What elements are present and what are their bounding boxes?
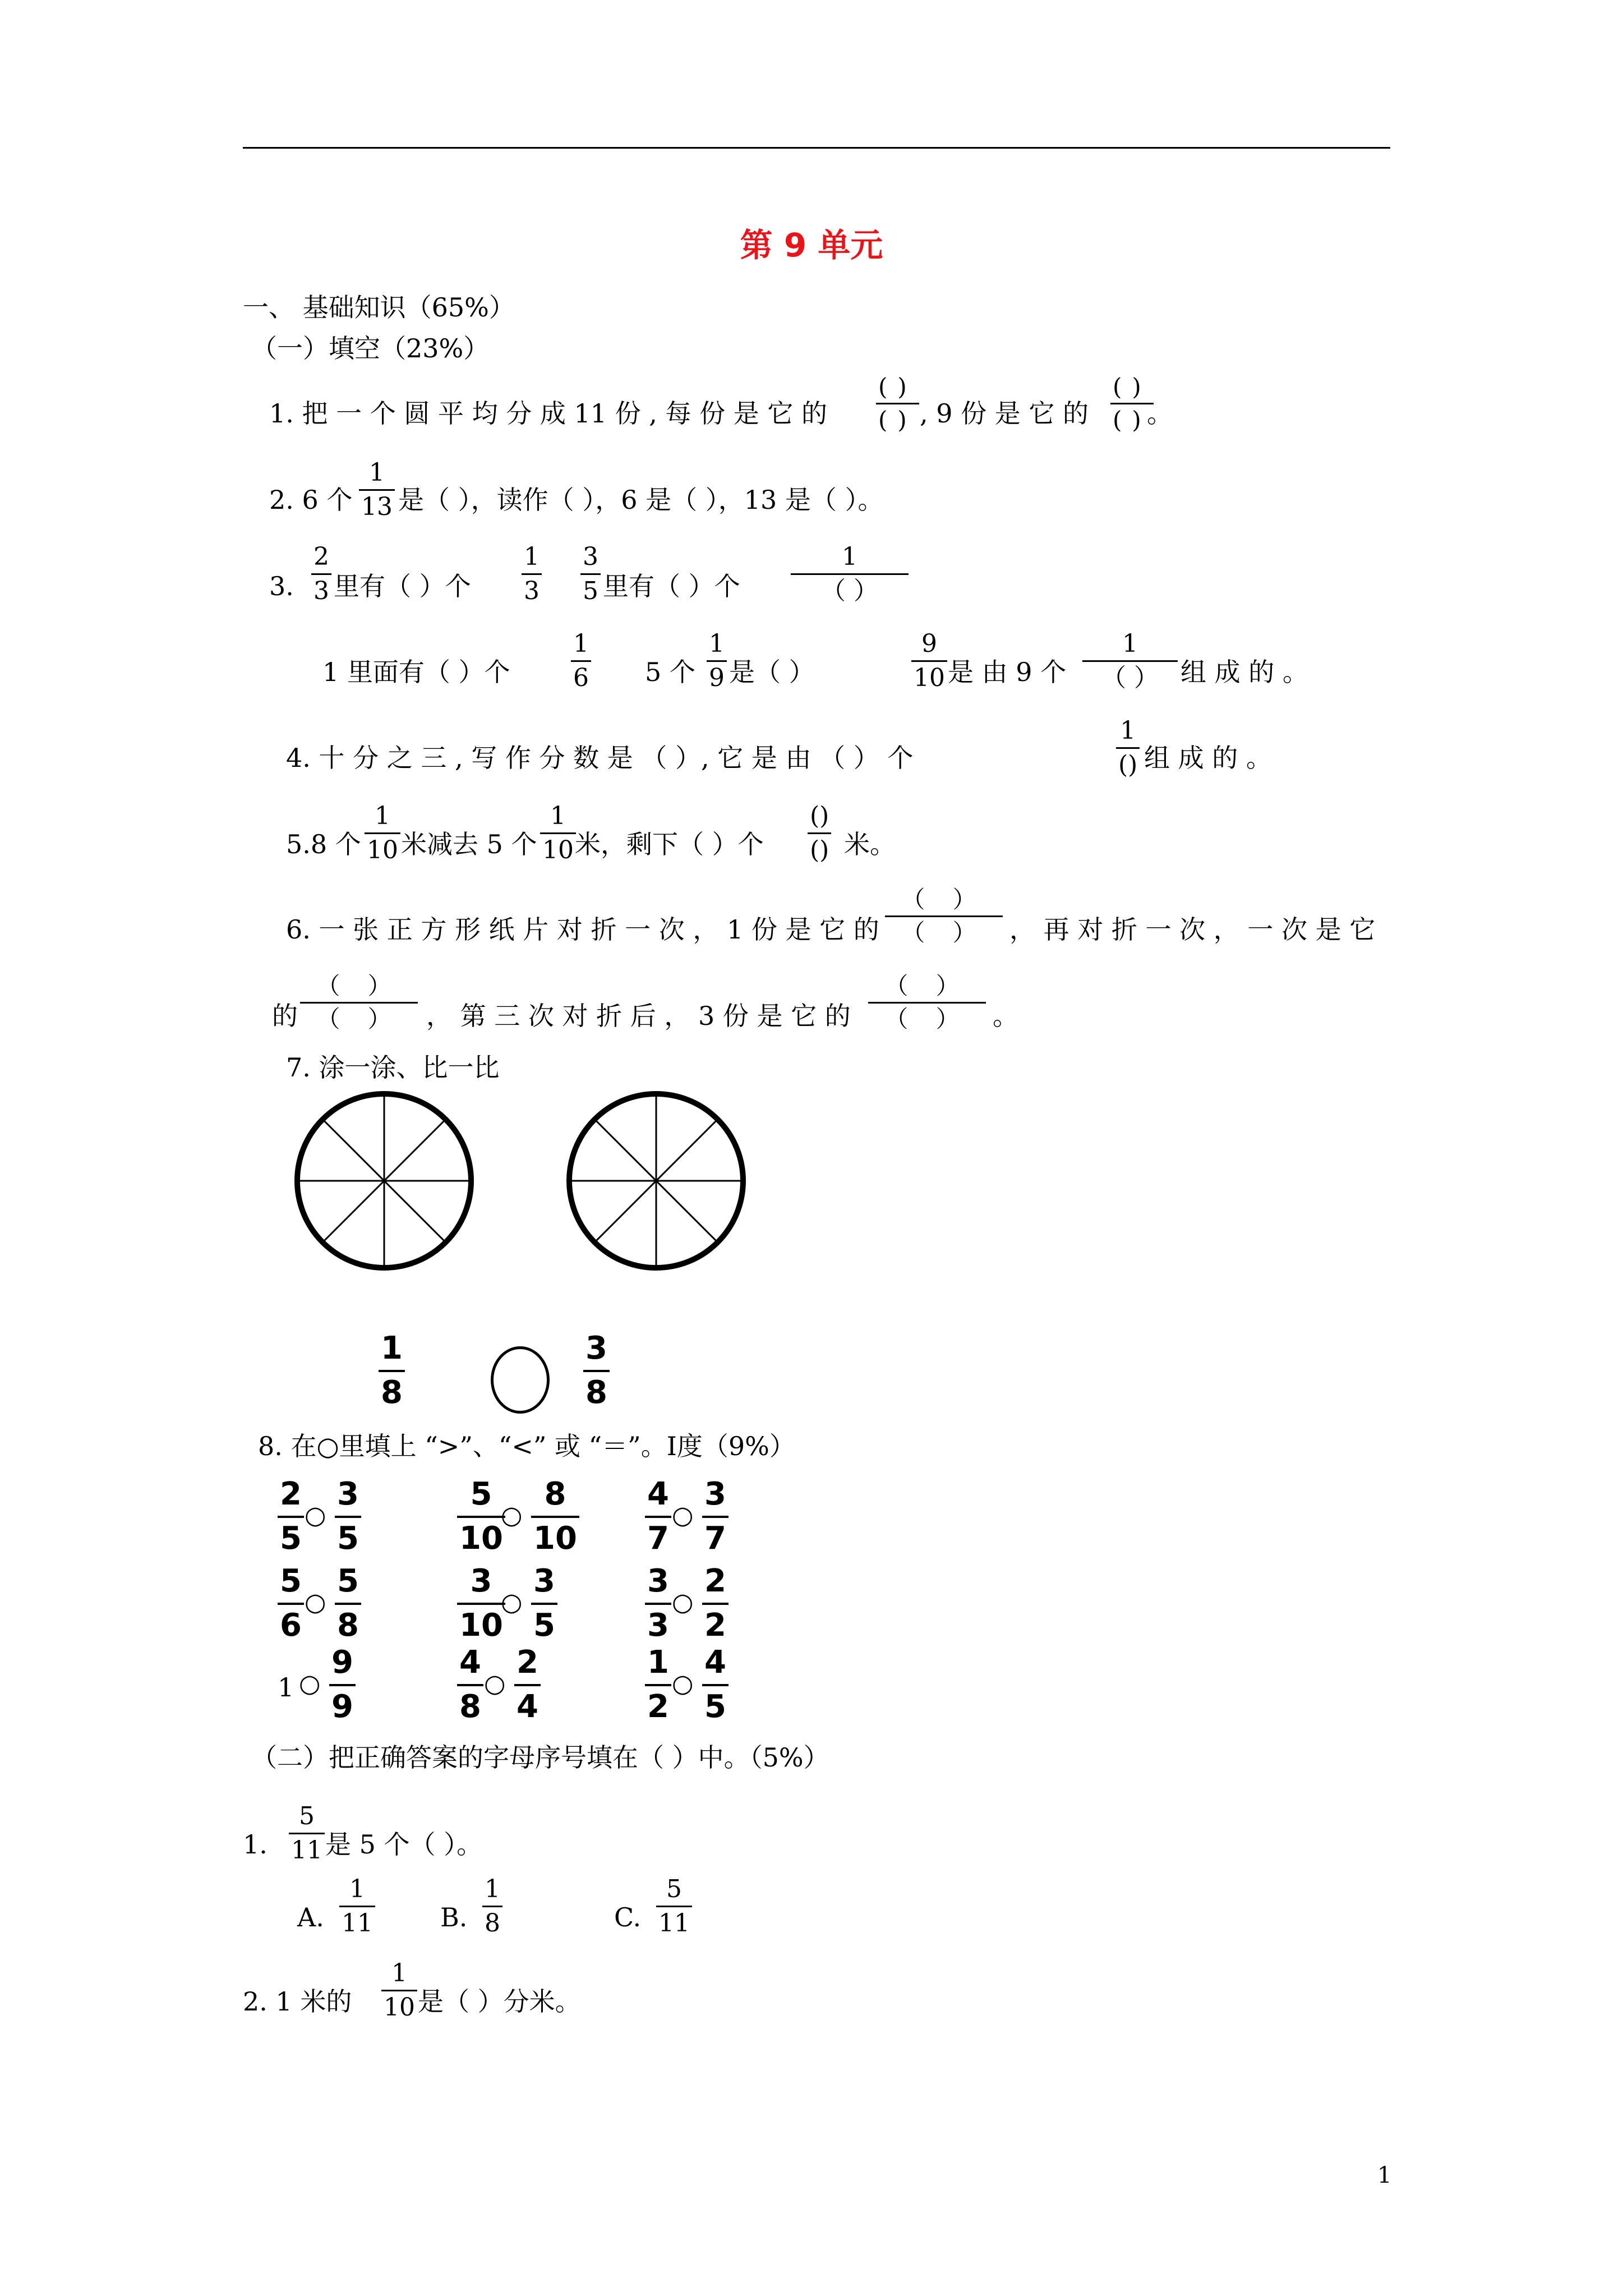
q8-compare-circle[interactable]: ○ bbox=[501, 1501, 523, 1530]
page-title: 第 9 单元 bbox=[740, 226, 883, 264]
subsection2-heading: （二）把正确答案的字母序号填在（ ）中。（5%） bbox=[251, 1742, 829, 1773]
q8-compare-circle[interactable]: ○ bbox=[501, 1588, 523, 1617]
q8-compare-circle[interactable]: ○ bbox=[305, 1588, 326, 1617]
q8-fraction-right: 2 4 bbox=[514, 1646, 541, 1724]
q8-fraction-left: 2 5 bbox=[278, 1478, 304, 1556]
q3-line2-text-3: 是（ ） bbox=[729, 657, 815, 687]
q5-fraction-2: 1 10 bbox=[540, 803, 576, 863]
q8-value-left: 1 bbox=[278, 1672, 294, 1703]
mc1-fraction: 5 11 bbox=[289, 1803, 325, 1864]
mc1-option-c-fraction: 5 11 bbox=[656, 1876, 692, 1936]
q8-compare-circle[interactable]: ○ bbox=[672, 1588, 694, 1617]
q8-fraction-left: 5 10 bbox=[457, 1478, 505, 1556]
q2-text-b: 是（ ），读作（ ），6 是（ ），13 是（ ）。 bbox=[398, 485, 884, 515]
q8-compare-circle[interactable]: ○ bbox=[484, 1669, 506, 1698]
mc1-option-a-fraction: 1 11 bbox=[339, 1876, 375, 1936]
header-rule bbox=[243, 147, 1390, 149]
q6-fraction-3: （ ） （ ） bbox=[868, 974, 986, 1032]
mc1-option-b-fraction: 1 8 bbox=[482, 1876, 502, 1936]
q8-fraction-right: 3 7 bbox=[702, 1478, 728, 1556]
q5-fraction-1: 1 10 bbox=[365, 803, 400, 863]
q8-fraction-right: 9 9 bbox=[329, 1646, 356, 1724]
q5-fraction-3: () () bbox=[808, 803, 831, 863]
q3-label: 3. bbox=[269, 571, 294, 601]
q7-fraction-right: 3 8 bbox=[583, 1332, 610, 1410]
q4-text-b: 组 成 的 。 bbox=[1144, 743, 1272, 773]
circle-diagram-left bbox=[289, 1085, 479, 1276]
q8-fraction-right: 5 8 bbox=[335, 1565, 361, 1642]
q8-fraction-right: 4 5 bbox=[702, 1646, 728, 1724]
q8-fraction-right: 3 5 bbox=[335, 1478, 361, 1556]
q3-line2-text-5: 组 成 的 。 bbox=[1181, 657, 1308, 687]
q3-fraction-3: 3 5 bbox=[580, 544, 601, 604]
q8-fraction-left: 3 3 bbox=[645, 1565, 671, 1642]
section-heading: 一、 基础知识（65%） bbox=[243, 292, 515, 323]
q6-text-2c: 。 bbox=[993, 1001, 1018, 1031]
q5-text-d: 米。 bbox=[844, 829, 896, 859]
q8-fraction-left: 4 8 bbox=[457, 1646, 483, 1724]
q3-text-1: 里有（ ）个 bbox=[334, 571, 471, 601]
q8-fraction-right: 3 5 bbox=[531, 1565, 557, 1642]
circle-diagram-right bbox=[561, 1085, 751, 1276]
q1-text: 1. 把 一 个 圆 平 均 分 成 11 份 , 每 份 是 它 的 bbox=[269, 398, 827, 429]
mc1-label: 1. bbox=[243, 1829, 268, 1860]
q5-text-b: 米减去 5 个 bbox=[401, 829, 537, 859]
q7-fraction-left: 1 8 bbox=[379, 1332, 405, 1410]
q7-text: 7. 涂一涂、比一比 bbox=[286, 1052, 500, 1083]
q1-end: 。 bbox=[1147, 398, 1173, 429]
q1-text-b: , 9 份 是 它 的 bbox=[920, 398, 1089, 429]
q4-fraction: 1 () bbox=[1116, 718, 1140, 778]
q8-fraction-left: 4 7 bbox=[645, 1478, 671, 1556]
q3-fraction-4: 1 （ ） bbox=[791, 544, 909, 604]
q3-fraction-5: 1 6 bbox=[571, 631, 591, 691]
q8-fraction-left: 3 10 bbox=[457, 1565, 505, 1642]
q3-fraction-6: 1 9 bbox=[707, 631, 727, 691]
mc1-option-a-label: A. bbox=[297, 1902, 324, 1932]
q6-fraction-2: （ ） （ ） bbox=[300, 974, 418, 1032]
q8-fraction-right: 2 2 bbox=[702, 1565, 728, 1642]
q5-text-a: 5.8 个 bbox=[286, 829, 361, 859]
q8-text: 8. 在○里填上 “>”、“<” 或 “＝”。Ⅰ度（9%） bbox=[258, 1431, 795, 1461]
q3-fraction-2: 1 3 bbox=[522, 544, 542, 604]
q3-line2-text-4: 是 由 9 个 bbox=[948, 657, 1067, 687]
q8-fraction-left: 5 6 bbox=[278, 1565, 304, 1642]
q1-fraction-1: () () bbox=[876, 375, 919, 432]
mc2-text: 是（ ）分米。 bbox=[418, 1986, 581, 2017]
subsection-heading: （一）填空（23%） bbox=[251, 333, 490, 364]
q3-text-3: 里有（ ）个 bbox=[603, 571, 740, 601]
q2-text: 2. 6 个 bbox=[269, 485, 353, 515]
q3-line2-text-1: 1 里面有（ ）个 bbox=[322, 657, 510, 687]
q6-text-1b: ， 再 对 折 一 次 ， 一 次 是 它 bbox=[1009, 914, 1376, 945]
mc2-label: 2. 1 米的 bbox=[243, 1986, 352, 2017]
q6-text-1: 6. 一 张 正 方 形 纸 片 对 折 一 次 ， 1 份 是 它 的 bbox=[286, 914, 879, 945]
q8-compare-circle[interactable]: ○ bbox=[672, 1501, 694, 1530]
mc1-option-b-label: B. bbox=[440, 1902, 468, 1932]
q6-text-2b: ， 第 三 次 对 折 后 ， 3 份 是 它 的 bbox=[426, 1001, 851, 1031]
q5-text-c: 米，剩下（ ）个 bbox=[575, 829, 764, 859]
mc2-fraction: 1 10 bbox=[381, 1961, 417, 2021]
page-number: 1 bbox=[1377, 2162, 1392, 2188]
q8-compare-circle[interactable]: ○ bbox=[305, 1501, 326, 1530]
q1-fraction-2: () () bbox=[1110, 375, 1154, 432]
q8-compare-circle[interactable]: ○ bbox=[672, 1669, 694, 1698]
q8-compare-circle[interactable]: ○ bbox=[299, 1669, 321, 1698]
q3-fraction-1: 2 3 bbox=[311, 544, 331, 604]
q4-text: 4. 十 分 之 三 , 写 作 分 数 是 （ ）, 它 是 由 （ ） 个 bbox=[286, 743, 914, 773]
compare-circle bbox=[491, 1346, 550, 1414]
mc1-text: 是 5 个（ ）。 bbox=[325, 1829, 483, 1860]
mc1-option-c-label: C. bbox=[614, 1902, 642, 1932]
q6-fraction-1: （ ） （ ） bbox=[885, 887, 1003, 945]
q3-fraction-8: 1 （ ） bbox=[1082, 631, 1178, 691]
q2-fraction: 1 13 bbox=[359, 460, 395, 520]
q8-fraction-left: 1 2 bbox=[645, 1646, 671, 1724]
q6-text-2a: 的 bbox=[272, 1001, 298, 1031]
q3-line2-text-2: 5 个 bbox=[645, 657, 695, 687]
q3-fraction-7: 9 10 bbox=[911, 631, 947, 691]
q8-fraction-right: 8 10 bbox=[531, 1478, 579, 1556]
